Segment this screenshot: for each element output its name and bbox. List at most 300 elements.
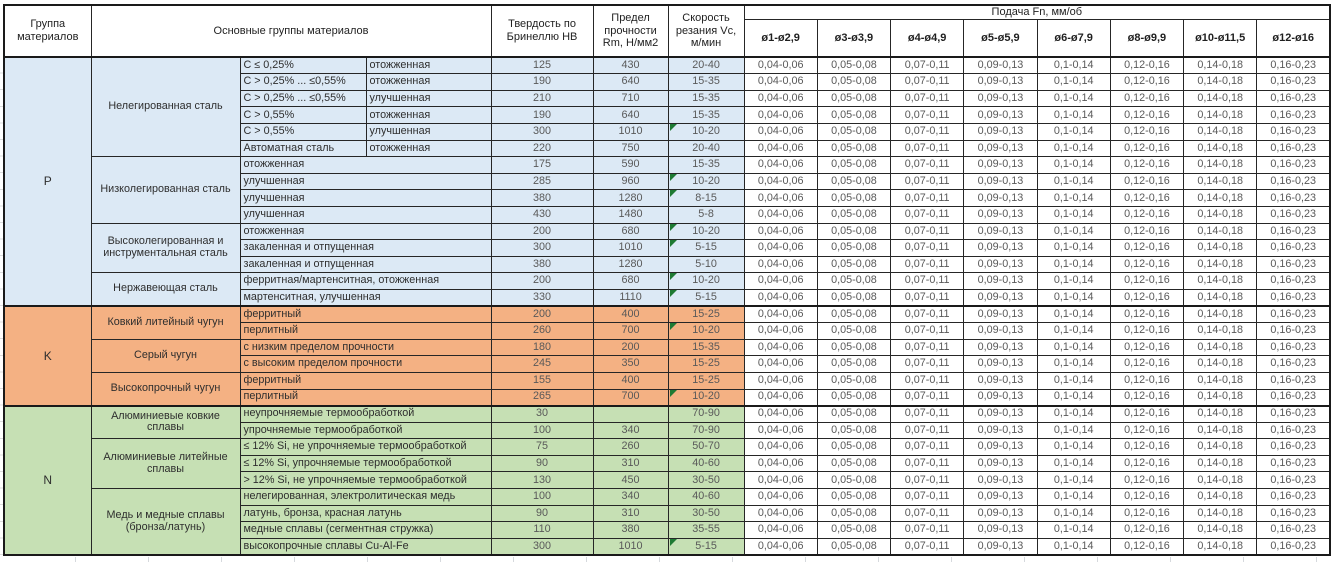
material-description-cell[interactable]: ферритный [240, 372, 491, 389]
feed-value-cell-7[interactable]: 0,14-0,18 [1184, 489, 1257, 506]
feed-value-cell-8[interactable]: 0,16-0,23 [1257, 206, 1330, 223]
feed-value-cell-4[interactable]: 0,09-0,13 [964, 273, 1037, 290]
header-feed-diameter-8[interactable]: ø12-ø16 [1257, 19, 1330, 57]
subgroup-name-cell[interactable]: Серый чугун [91, 339, 240, 372]
speed-cell[interactable]: 5-15 [668, 538, 744, 555]
feed-value-cell-4[interactable]: 0,09-0,13 [964, 455, 1037, 472]
feed-value-cell-8[interactable]: 0,16-0,23 [1257, 339, 1330, 356]
feed-value-cell-8[interactable]: 0,16-0,23 [1257, 289, 1330, 306]
speed-cell[interactable]: 15-25 [668, 356, 744, 373]
feed-value-cell-3[interactable]: 0,07-0,11 [891, 90, 964, 107]
feed-value-cell-5[interactable]: 0,1-0,14 [1037, 306, 1110, 323]
feed-value-cell-5[interactable]: 0,1-0,14 [1037, 273, 1110, 290]
feed-value-cell-8[interactable]: 0,16-0,23 [1257, 356, 1330, 373]
feed-value-cell-3[interactable]: 0,07-0,11 [891, 256, 964, 273]
feed-value-cell-2[interactable]: 0,05-0,08 [817, 306, 890, 323]
feed-value-cell-4[interactable]: 0,09-0,13 [964, 57, 1037, 74]
feed-value-cell-8[interactable]: 0,16-0,23 [1257, 74, 1330, 91]
strength-cell[interactable]: 700 [593, 323, 668, 340]
feed-value-cell-1[interactable]: 0,04-0,06 [744, 57, 817, 74]
feed-value-cell-7[interactable]: 0,14-0,18 [1184, 74, 1257, 91]
hardness-cell[interactable]: 75 [491, 439, 593, 456]
feed-value-cell-3[interactable]: 0,07-0,11 [891, 107, 964, 124]
feed-value-cell-7[interactable]: 0,14-0,18 [1184, 240, 1257, 257]
feed-value-cell-7[interactable]: 0,14-0,18 [1184, 306, 1257, 323]
header-brinell-hardness[interactable]: Твердость по Бринеллю HB [491, 5, 593, 57]
feed-value-cell-2[interactable]: 0,05-0,08 [817, 356, 890, 373]
hardness-cell[interactable]: 110 [491, 522, 593, 539]
hardness-cell[interactable]: 180 [491, 339, 593, 356]
speed-cell[interactable]: 15-35 [668, 107, 744, 124]
hardness-cell[interactable]: 200 [491, 273, 593, 290]
feed-value-cell-6[interactable]: 0,12-0,16 [1110, 439, 1183, 456]
feed-value-cell-5[interactable]: 0,1-0,14 [1037, 107, 1110, 124]
feed-value-cell-2[interactable]: 0,05-0,08 [817, 505, 890, 522]
material-description-cell[interactable]: мартенситная, улучшенная [240, 289, 491, 306]
hardness-cell[interactable]: 245 [491, 356, 593, 373]
feed-value-cell-6[interactable]: 0,12-0,16 [1110, 190, 1183, 207]
feed-value-cell-8[interactable]: 0,16-0,23 [1257, 372, 1330, 389]
feed-value-cell-4[interactable]: 0,09-0,13 [964, 372, 1037, 389]
feed-value-cell-3[interactable]: 0,07-0,11 [891, 505, 964, 522]
strength-cell[interactable]: 400 [593, 372, 668, 389]
feed-value-cell-3[interactable]: 0,07-0,11 [891, 389, 964, 406]
feed-value-cell-7[interactable]: 0,14-0,18 [1184, 173, 1257, 190]
strength-cell[interactable] [593, 406, 668, 423]
material-description-cell[interactable]: улучшенная [240, 173, 491, 190]
feed-value-cell-5[interactable]: 0,1-0,14 [1037, 389, 1110, 406]
hardness-cell[interactable]: 125 [491, 57, 593, 74]
strength-cell[interactable]: 960 [593, 173, 668, 190]
feed-value-cell-7[interactable]: 0,14-0,18 [1184, 472, 1257, 489]
feed-value-cell-2[interactable]: 0,05-0,08 [817, 90, 890, 107]
speed-cell[interactable]: 40-60 [668, 455, 744, 472]
feed-value-cell-7[interactable]: 0,14-0,18 [1184, 422, 1257, 439]
feed-value-cell-2[interactable]: 0,05-0,08 [817, 522, 890, 539]
feed-value-cell-3[interactable]: 0,07-0,11 [891, 223, 964, 240]
feed-value-cell-5[interactable]: 0,1-0,14 [1037, 372, 1110, 389]
feed-value-cell-2[interactable]: 0,05-0,08 [817, 140, 890, 157]
feed-value-cell-8[interactable]: 0,16-0,23 [1257, 190, 1330, 207]
feed-value-cell-4[interactable]: 0,09-0,13 [964, 223, 1037, 240]
speed-cell[interactable]: 10-20 [668, 173, 744, 190]
material-description-cell[interactable]: закаленная и отпущенная [240, 240, 491, 257]
feed-value-cell-4[interactable]: 0,09-0,13 [964, 240, 1037, 257]
speed-cell[interactable]: 5-8 [668, 206, 744, 223]
speed-cell[interactable]: 40-60 [668, 489, 744, 506]
material-description-cell[interactable]: высокопрочные сплавы Cu-Al-Fe [240, 538, 491, 555]
feed-value-cell-4[interactable]: 0,09-0,13 [964, 472, 1037, 489]
feed-value-cell-1[interactable]: 0,04-0,06 [744, 422, 817, 439]
material-description-cell[interactable]: латунь, бронза, красная латунь [240, 505, 491, 522]
feed-value-cell-1[interactable]: 0,04-0,06 [744, 273, 817, 290]
feed-value-cell-3[interactable]: 0,07-0,11 [891, 124, 964, 141]
material-description-cell[interactable]: ферритная/мартенситная, отожженная [240, 273, 491, 290]
feed-value-cell-6[interactable]: 0,12-0,16 [1110, 57, 1183, 74]
material-description-cell[interactable]: неупрочняемые термообработкой [240, 406, 491, 423]
feed-value-cell-6[interactable]: 0,12-0,16 [1110, 74, 1183, 91]
feed-value-cell-6[interactable]: 0,12-0,16 [1110, 90, 1183, 107]
feed-value-cell-1[interactable]: 0,04-0,06 [744, 90, 817, 107]
feed-value-cell-5[interactable]: 0,1-0,14 [1037, 406, 1110, 423]
feed-value-cell-5[interactable]: 0,1-0,14 [1037, 90, 1110, 107]
feed-value-cell-7[interactable]: 0,14-0,18 [1184, 124, 1257, 141]
feed-value-cell-2[interactable]: 0,05-0,08 [817, 206, 890, 223]
feed-value-cell-4[interactable]: 0,09-0,13 [964, 289, 1037, 306]
strength-cell[interactable]: 380 [593, 522, 668, 539]
feed-value-cell-6[interactable]: 0,12-0,16 [1110, 107, 1183, 124]
feed-value-cell-7[interactable]: 0,14-0,18 [1184, 157, 1257, 174]
feed-value-cell-1[interactable]: 0,04-0,06 [744, 339, 817, 356]
feed-value-cell-3[interactable]: 0,07-0,11 [891, 57, 964, 74]
hardness-cell[interactable]: 330 [491, 289, 593, 306]
hardness-cell[interactable]: 300 [491, 124, 593, 141]
strength-cell[interactable]: 260 [593, 439, 668, 456]
strength-cell[interactable]: 400 [593, 306, 668, 323]
hardness-cell[interactable]: 300 [491, 538, 593, 555]
feed-value-cell-3[interactable]: 0,07-0,11 [891, 472, 964, 489]
speed-cell[interactable]: 5-15 [668, 240, 744, 257]
strength-cell[interactable]: 640 [593, 107, 668, 124]
feed-value-cell-2[interactable]: 0,05-0,08 [817, 74, 890, 91]
feed-value-cell-7[interactable]: 0,14-0,18 [1184, 339, 1257, 356]
feed-value-cell-7[interactable]: 0,14-0,18 [1184, 455, 1257, 472]
feed-value-cell-2[interactable]: 0,05-0,08 [817, 538, 890, 555]
material-description-cell[interactable]: отожженная [240, 223, 491, 240]
hardness-cell[interactable]: 175 [491, 157, 593, 174]
feed-value-cell-6[interactable]: 0,12-0,16 [1110, 140, 1183, 157]
feed-value-cell-3[interactable]: 0,07-0,11 [891, 339, 964, 356]
feed-value-cell-4[interactable]: 0,09-0,13 [964, 206, 1037, 223]
feed-value-cell-3[interactable]: 0,07-0,11 [891, 289, 964, 306]
feed-value-cell-3[interactable]: 0,07-0,11 [891, 306, 964, 323]
speed-cell[interactable]: 10-20 [668, 223, 744, 240]
hardness-cell[interactable]: 380 [491, 256, 593, 273]
feed-value-cell-3[interactable]: 0,07-0,11 [891, 74, 964, 91]
hardness-cell[interactable]: 200 [491, 223, 593, 240]
header-feed-diameter-2[interactable]: ø3-ø3,9 [817, 19, 890, 57]
speed-cell[interactable]: 20-40 [668, 57, 744, 74]
feed-value-cell-2[interactable]: 0,05-0,08 [817, 289, 890, 306]
speed-cell[interactable]: 70-90 [668, 406, 744, 423]
material-description-cell[interactable]: отожженная [366, 107, 491, 124]
feed-value-cell-4[interactable]: 0,09-0,13 [964, 157, 1037, 174]
feed-value-cell-1[interactable]: 0,04-0,06 [744, 489, 817, 506]
feed-value-cell-8[interactable]: 0,16-0,23 [1257, 522, 1330, 539]
speed-cell[interactable]: 15-35 [668, 90, 744, 107]
hardness-cell[interactable]: 265 [491, 389, 593, 406]
speed-cell[interactable]: 10-20 [668, 124, 744, 141]
feed-value-cell-5[interactable]: 0,1-0,14 [1037, 538, 1110, 555]
feed-value-cell-8[interactable]: 0,16-0,23 [1257, 406, 1330, 423]
feed-value-cell-1[interactable]: 0,04-0,06 [744, 538, 817, 555]
feed-value-cell-5[interactable]: 0,1-0,14 [1037, 455, 1110, 472]
hardness-cell[interactable]: 30 [491, 406, 593, 423]
feed-value-cell-5[interactable]: 0,1-0,14 [1037, 157, 1110, 174]
hardness-cell[interactable]: 190 [491, 107, 593, 124]
feed-value-cell-6[interactable]: 0,12-0,16 [1110, 538, 1183, 555]
hardness-cell[interactable]: 90 [491, 505, 593, 522]
feed-value-cell-4[interactable]: 0,09-0,13 [964, 173, 1037, 190]
speed-cell[interactable]: 10-20 [668, 323, 744, 340]
feed-value-cell-1[interactable]: 0,04-0,06 [744, 190, 817, 207]
subgroup-name-cell[interactable]: Алюминиевые ковкие сплавы [91, 406, 240, 439]
feed-value-cell-3[interactable]: 0,07-0,11 [891, 522, 964, 539]
feed-value-cell-1[interactable]: 0,04-0,06 [744, 505, 817, 522]
speed-cell[interactable]: 10-20 [668, 273, 744, 290]
feed-value-cell-6[interactable]: 0,12-0,16 [1110, 356, 1183, 373]
strength-cell[interactable]: 1480 [593, 206, 668, 223]
feed-value-cell-2[interactable]: 0,05-0,08 [817, 323, 890, 340]
speed-cell[interactable]: 5-10 [668, 256, 744, 273]
subgroup-name-cell[interactable]: Низколегированная сталь [91, 157, 240, 223]
subgroup-name-cell[interactable]: Медь и медные сплавы (бронза/латунь) [91, 489, 240, 555]
feed-value-cell-2[interactable]: 0,05-0,08 [817, 455, 890, 472]
speed-cell[interactable]: 15-25 [668, 372, 744, 389]
strength-cell[interactable]: 1110 [593, 289, 668, 306]
feed-value-cell-1[interactable]: 0,04-0,06 [744, 74, 817, 91]
material-description-cell[interactable]: медные сплавы (сегментная стружка) [240, 522, 491, 539]
strength-cell[interactable]: 200 [593, 339, 668, 356]
feed-value-cell-8[interactable]: 0,16-0,23 [1257, 439, 1330, 456]
speed-cell[interactable]: 8-15 [668, 190, 744, 207]
feed-value-cell-7[interactable]: 0,14-0,18 [1184, 505, 1257, 522]
material-description-cell[interactable]: улучшенная [366, 90, 491, 107]
group-code-cell[interactable]: P [4, 57, 91, 306]
feed-value-cell-1[interactable]: 0,04-0,06 [744, 240, 817, 257]
header-feed-diameter-5[interactable]: ø6-ø7,9 [1037, 19, 1110, 57]
feed-value-cell-3[interactable]: 0,07-0,11 [891, 439, 964, 456]
feed-value-cell-7[interactable]: 0,14-0,18 [1184, 206, 1257, 223]
material-description-cell[interactable]: улучшенная [240, 190, 491, 207]
feed-value-cell-4[interactable]: 0,09-0,13 [964, 124, 1037, 141]
strength-cell[interactable]: 640 [593, 74, 668, 91]
speed-cell[interactable]: 15-35 [668, 74, 744, 91]
material-description-cell[interactable]: отожженная [240, 157, 491, 174]
strength-cell[interactable]: 1280 [593, 190, 668, 207]
material-description-cell[interactable]: улучшенная [240, 206, 491, 223]
feed-value-cell-4[interactable]: 0,09-0,13 [964, 107, 1037, 124]
hardness-cell[interactable]: 130 [491, 472, 593, 489]
strength-cell[interactable]: 430 [593, 57, 668, 74]
feed-value-cell-2[interactable]: 0,05-0,08 [817, 157, 890, 174]
feed-value-cell-8[interactable]: 0,16-0,23 [1257, 57, 1330, 74]
material-description-cell[interactable]: C > 0,55% [240, 124, 366, 141]
feed-value-cell-1[interactable]: 0,04-0,06 [744, 439, 817, 456]
hardness-cell[interactable]: 210 [491, 90, 593, 107]
feed-value-cell-4[interactable]: 0,09-0,13 [964, 323, 1037, 340]
feed-value-cell-8[interactable]: 0,16-0,23 [1257, 90, 1330, 107]
feed-value-cell-7[interactable]: 0,14-0,18 [1184, 223, 1257, 240]
feed-value-cell-2[interactable]: 0,05-0,08 [817, 173, 890, 190]
material-description-cell[interactable]: ≤ 12% Si, не упрочняемые термообработкой [240, 439, 491, 456]
speed-cell[interactable]: 70-90 [668, 422, 744, 439]
feed-value-cell-3[interactable]: 0,07-0,11 [891, 206, 964, 223]
feed-value-cell-8[interactable]: 0,16-0,23 [1257, 273, 1330, 290]
feed-value-cell-1[interactable]: 0,04-0,06 [744, 323, 817, 340]
header-tensile-strength[interactable]: Предел прочности Rm, Н/мм2 [593, 5, 668, 57]
feed-value-cell-2[interactable]: 0,05-0,08 [817, 422, 890, 439]
strength-cell[interactable]: 310 [593, 505, 668, 522]
feed-value-cell-4[interactable]: 0,09-0,13 [964, 356, 1037, 373]
feed-value-cell-5[interactable]: 0,1-0,14 [1037, 74, 1110, 91]
feed-value-cell-4[interactable]: 0,09-0,13 [964, 140, 1037, 157]
feed-value-cell-1[interactable]: 0,04-0,06 [744, 522, 817, 539]
speed-cell[interactable]: 35-55 [668, 522, 744, 539]
hardness-cell[interactable]: 190 [491, 74, 593, 91]
feed-value-cell-3[interactable]: 0,07-0,11 [891, 406, 964, 423]
strength-cell[interactable]: 700 [593, 389, 668, 406]
subgroup-name-cell[interactable]: Ковкий литейный чугун [91, 306, 240, 339]
feed-value-cell-4[interactable]: 0,09-0,13 [964, 90, 1037, 107]
strength-cell[interactable]: 450 [593, 472, 668, 489]
feed-value-cell-7[interactable]: 0,14-0,18 [1184, 522, 1257, 539]
material-description-cell[interactable]: C > 0,25% ... ≤0,55% [240, 90, 366, 107]
subgroup-name-cell[interactable]: Алюминиевые литейные сплавы [91, 439, 240, 489]
header-main-material-groups[interactable]: Основные группы материалов [91, 5, 491, 57]
feed-value-cell-8[interactable]: 0,16-0,23 [1257, 306, 1330, 323]
header-feed-diameter-1[interactable]: ø1-ø2,9 [744, 19, 817, 57]
feed-value-cell-4[interactable]: 0,09-0,13 [964, 422, 1037, 439]
feed-value-cell-5[interactable]: 0,1-0,14 [1037, 489, 1110, 506]
speed-cell[interactable]: 5-15 [668, 289, 744, 306]
feed-value-cell-1[interactable]: 0,04-0,06 [744, 455, 817, 472]
material-description-cell[interactable]: отожженная [366, 140, 491, 157]
strength-cell[interactable]: 680 [593, 223, 668, 240]
hardness-cell[interactable]: 100 [491, 489, 593, 506]
feed-value-cell-2[interactable]: 0,05-0,08 [817, 240, 890, 257]
feed-value-cell-5[interactable]: 0,1-0,14 [1037, 323, 1110, 340]
feed-value-cell-7[interactable]: 0,14-0,18 [1184, 57, 1257, 74]
feed-value-cell-2[interactable]: 0,05-0,08 [817, 256, 890, 273]
feed-value-cell-3[interactable]: 0,07-0,11 [891, 356, 964, 373]
feed-value-cell-6[interactable]: 0,12-0,16 [1110, 173, 1183, 190]
feed-value-cell-8[interactable]: 0,16-0,23 [1257, 256, 1330, 273]
feed-value-cell-6[interactable]: 0,12-0,16 [1110, 422, 1183, 439]
feed-value-cell-8[interactable]: 0,16-0,23 [1257, 455, 1330, 472]
hardness-cell[interactable]: 380 [491, 190, 593, 207]
feed-value-cell-4[interactable]: 0,09-0,13 [964, 74, 1037, 91]
feed-value-cell-4[interactable]: 0,09-0,13 [964, 339, 1037, 356]
feed-value-cell-6[interactable]: 0,12-0,16 [1110, 489, 1183, 506]
feed-value-cell-7[interactable]: 0,14-0,18 [1184, 439, 1257, 456]
feed-value-cell-6[interactable]: 0,12-0,16 [1110, 472, 1183, 489]
feed-value-cell-3[interactable]: 0,07-0,11 [891, 455, 964, 472]
material-description-cell[interactable]: отожженная [366, 57, 491, 74]
feed-value-cell-4[interactable]: 0,09-0,13 [964, 522, 1037, 539]
feed-value-cell-7[interactable]: 0,14-0,18 [1184, 372, 1257, 389]
feed-value-cell-6[interactable]: 0,12-0,16 [1110, 273, 1183, 290]
feed-value-cell-1[interactable]: 0,04-0,06 [744, 372, 817, 389]
feed-value-cell-7[interactable]: 0,14-0,18 [1184, 389, 1257, 406]
feed-value-cell-1[interactable]: 0,04-0,06 [744, 389, 817, 406]
feed-value-cell-7[interactable]: 0,14-0,18 [1184, 140, 1257, 157]
subgroup-name-cell[interactable]: Нержавеющая сталь [91, 273, 240, 306]
feed-value-cell-5[interactable]: 0,1-0,14 [1037, 339, 1110, 356]
strength-cell[interactable]: 310 [593, 455, 668, 472]
feed-value-cell-7[interactable]: 0,14-0,18 [1184, 273, 1257, 290]
strength-cell[interactable]: 590 [593, 157, 668, 174]
feed-value-cell-4[interactable]: 0,09-0,13 [964, 538, 1037, 555]
feed-value-cell-8[interactable]: 0,16-0,23 [1257, 538, 1330, 555]
feed-value-cell-6[interactable]: 0,12-0,16 [1110, 406, 1183, 423]
subgroup-name-cell[interactable]: Нелегированная сталь [91, 57, 240, 157]
feed-value-cell-7[interactable]: 0,14-0,18 [1184, 256, 1257, 273]
feed-value-cell-8[interactable]: 0,16-0,23 [1257, 489, 1330, 506]
feed-value-cell-6[interactable]: 0,12-0,16 [1110, 223, 1183, 240]
strength-cell[interactable]: 340 [593, 422, 668, 439]
feed-value-cell-4[interactable]: 0,09-0,13 [964, 256, 1037, 273]
feed-value-cell-6[interactable]: 0,12-0,16 [1110, 256, 1183, 273]
hardness-cell[interactable]: 220 [491, 140, 593, 157]
feed-value-cell-5[interactable]: 0,1-0,14 [1037, 124, 1110, 141]
strength-cell[interactable]: 340 [593, 489, 668, 506]
feed-value-cell-2[interactable]: 0,05-0,08 [817, 489, 890, 506]
feed-value-cell-5[interactable]: 0,1-0,14 [1037, 223, 1110, 240]
feed-value-cell-5[interactable]: 0,1-0,14 [1037, 173, 1110, 190]
feed-value-cell-8[interactable]: 0,16-0,23 [1257, 140, 1330, 157]
material-description-cell[interactable]: Автоматная сталь [240, 140, 366, 157]
feed-value-cell-5[interactable]: 0,1-0,14 [1037, 422, 1110, 439]
speed-cell[interactable]: 10-20 [668, 389, 744, 406]
strength-cell[interactable]: 1280 [593, 256, 668, 273]
feed-value-cell-2[interactable]: 0,05-0,08 [817, 190, 890, 207]
feed-value-cell-2[interactable]: 0,05-0,08 [817, 273, 890, 290]
feed-value-cell-6[interactable]: 0,12-0,16 [1110, 505, 1183, 522]
header-feed[interactable]: Подача Fn, мм/об [744, 5, 1330, 19]
material-description-cell[interactable]: перлитный [240, 323, 491, 340]
feed-value-cell-5[interactable]: 0,1-0,14 [1037, 206, 1110, 223]
strength-cell[interactable]: 1010 [593, 538, 668, 555]
feed-value-cell-1[interactable]: 0,04-0,06 [744, 223, 817, 240]
material-description-cell[interactable]: нелегированная, электролитическая медь [240, 489, 491, 506]
feed-value-cell-6[interactable]: 0,12-0,16 [1110, 124, 1183, 141]
hardness-cell[interactable]: 155 [491, 372, 593, 389]
feed-value-cell-1[interactable]: 0,04-0,06 [744, 140, 817, 157]
material-description-cell[interactable]: ферритный [240, 306, 491, 323]
feed-value-cell-2[interactable]: 0,05-0,08 [817, 223, 890, 240]
feed-value-cell-5[interactable]: 0,1-0,14 [1037, 190, 1110, 207]
feed-value-cell-7[interactable]: 0,14-0,18 [1184, 107, 1257, 124]
material-description-cell[interactable]: перлитный [240, 389, 491, 406]
feed-value-cell-8[interactable]: 0,16-0,23 [1257, 223, 1330, 240]
feed-value-cell-8[interactable]: 0,16-0,23 [1257, 173, 1330, 190]
feed-value-cell-3[interactable]: 0,07-0,11 [891, 538, 964, 555]
feed-value-cell-6[interactable]: 0,12-0,16 [1110, 339, 1183, 356]
material-description-cell[interactable]: закаленная и отпущенная [240, 256, 491, 273]
material-description-cell[interactable]: отожженная [366, 74, 491, 91]
feed-value-cell-6[interactable]: 0,12-0,16 [1110, 289, 1183, 306]
strength-cell[interactable]: 1010 [593, 124, 668, 141]
feed-value-cell-1[interactable]: 0,04-0,06 [744, 256, 817, 273]
feed-value-cell-5[interactable]: 0,1-0,14 [1037, 289, 1110, 306]
subgroup-name-cell[interactable]: Высокопрочный чугун [91, 372, 240, 405]
material-description-cell[interactable]: C ≤ 0,25% [240, 57, 366, 74]
material-description-cell[interactable]: упрочняемые термообработкой [240, 422, 491, 439]
group-code-cell[interactable]: K [4, 306, 91, 406]
hardness-cell[interactable]: 300 [491, 240, 593, 257]
feed-value-cell-3[interactable]: 0,07-0,11 [891, 489, 964, 506]
feed-value-cell-6[interactable]: 0,12-0,16 [1110, 157, 1183, 174]
feed-value-cell-7[interactable]: 0,14-0,18 [1184, 538, 1257, 555]
feed-value-cell-1[interactable]: 0,04-0,06 [744, 406, 817, 423]
header-material-group[interactable]: Группа материалов [4, 5, 91, 57]
feed-value-cell-1[interactable]: 0,04-0,06 [744, 289, 817, 306]
strength-cell[interactable]: 710 [593, 90, 668, 107]
speed-cell[interactable]: 20-40 [668, 140, 744, 157]
feed-value-cell-6[interactable]: 0,12-0,16 [1110, 522, 1183, 539]
header-cutting-speed[interactable]: Скорость резания Vc, м/мин [668, 5, 744, 57]
